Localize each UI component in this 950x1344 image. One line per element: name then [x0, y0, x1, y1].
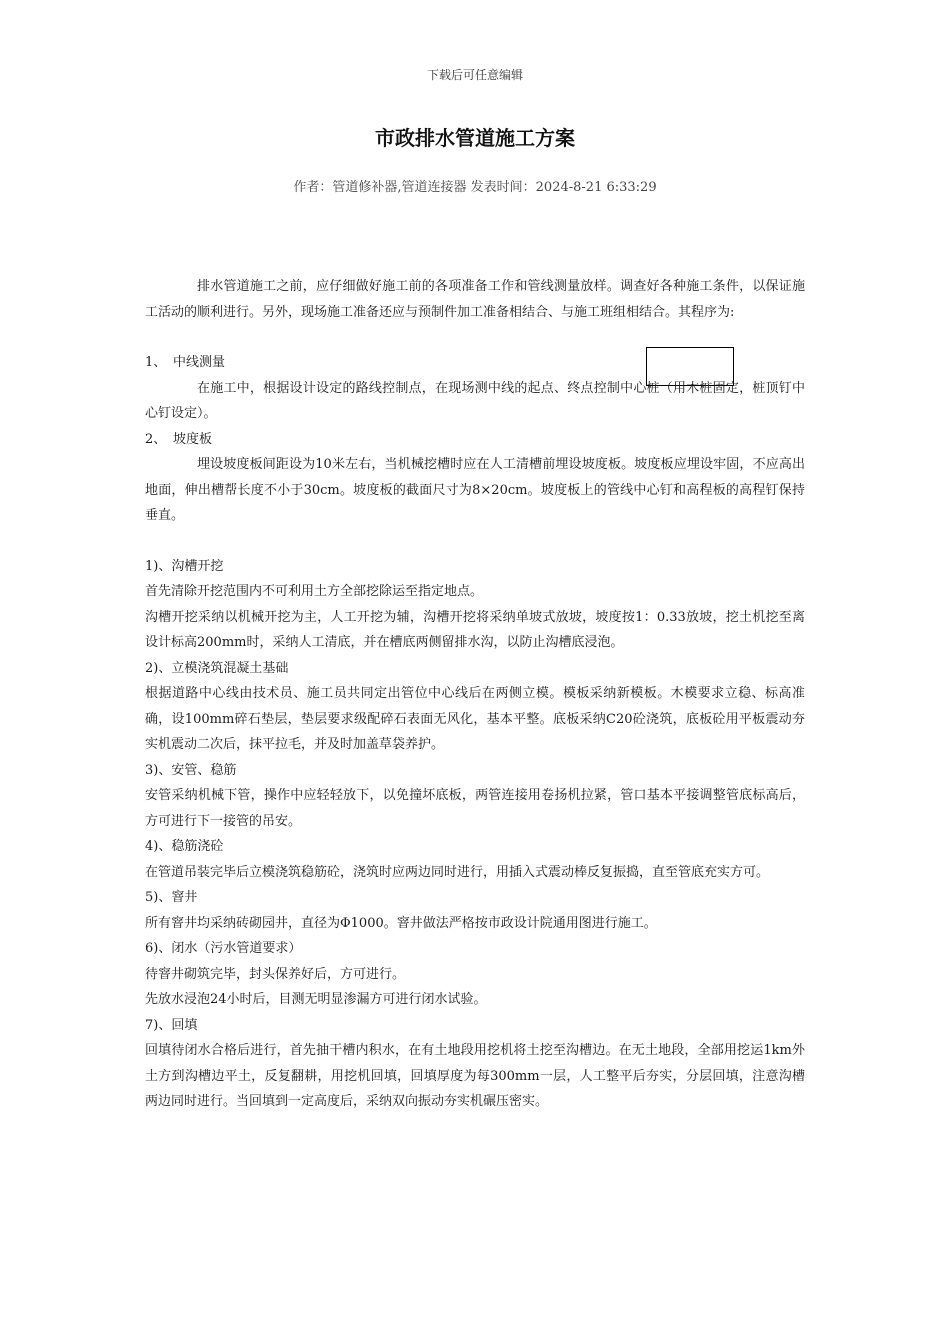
spacer [145, 325, 805, 350]
step-heading: 7)、回填 [145, 1017, 198, 1033]
document-title: 市政排水管道施工方案 [375, 126, 575, 150]
intro-paragraph: 排水管道施工之前，应仔细做好施工前的各项准备工作和管线测量放样。调查好各种施工条件，以保证施工活动的顺利进行。另外，现场施工准备还应与预制件加工准备相结合、与施工班组相结合。其程序为: [145, 279, 805, 320]
section-heading-centerline [145, 350, 805, 376]
step-paragraph: 在管道吊装完毕后立模浇筑稳筋砼，浇筑时应两边同时进行，用插入式震动棒反复振捣，直至管底充实方可。 [145, 864, 770, 880]
step-heading: 2)、立模浇筑混凝土基础 [145, 660, 289, 676]
author-byline: 作者：管道修补器,管道连接器 发表时间：2024-8-21 6:33:29 [293, 180, 657, 195]
document-body [145, 274, 805, 1115]
section-title: 中线测量 [173, 355, 226, 370]
step-paragraph: 首先清除开挖范围内不可利用土方全部挖除运至指定地点。 [145, 584, 484, 599]
step-heading: 6)、闭水（污水管道要求） [145, 941, 302, 956]
section-paragraph-slope-board: 埋设坡度板间距设为10米左右，当机械挖槽时应在人工清槽前埋设坡度板。坡度板应埋设牢固，不应高出地面，伸出槽帮长度不小于30cm。坡度板的截面尺寸为8×20cm。坡度板上的管线中心钉和高程板的高程钉保持垂直。 [145, 457, 805, 523]
section-paragraph-centerline: 在施工中，根据设计设定的路线控制点，在现场测中线的起点、终点控制中心桩（用木桩固定，桩顶钉中心钉设定）。 [145, 380, 805, 421]
step-paragraph: 回填待闭水合格后进行，首先抽干槽内积水，在有土地段用挖机将土挖至沟槽边。在无土地段，全部用挖运1km外土方到沟槽边平土，反复翻耕，用挖机回填，回填厚度为每300mm一层，人工整平后夯实，分层回填，注意沟槽两边同时进行。当回填到一定高度后，采纳双向振动夯实机碾压密实。 [145, 1043, 805, 1109]
step-heading: 1)、沟槽开挖 [145, 558, 224, 574]
step-paragraph: 沟槽开挖采纳以机械开挖为主，人工开挖为辅，沟槽开挖将采纳单坡式放坡，坡度按1：0.33放坡，挖土机挖至离设计标高200mm时，采纳人工清底，并在槽底两侧留排水沟，以防止沟槽底浸泡。 [145, 609, 805, 650]
step-paragraph: 先放水浸泡24小时后，目测无明显渗漏方可进行闭水试验。 [145, 992, 487, 1007]
section-title: 坡度板 [173, 431, 213, 447]
spacer [145, 529, 805, 554]
step-paragraph: 待窨井砌筑完毕，封头保养好后，方可进行。 [145, 966, 406, 982]
section-number: 2、 [145, 431, 167, 447]
step-paragraph: 安管采纳机械下管，操作中应轻轻放下，以免撞坏底板，两管连接用卷扬机拉紧，管口基本平接调整管底标高后，方可进行下一接管的吊安。 [145, 788, 805, 829]
step-paragraph: 所有窨井均采纳砖砌园井，直径为Φ1000。窨井做法严格按市政设计院通用图进行施工。 [145, 915, 657, 931]
section-heading-slope-board [145, 427, 805, 453]
step-paragraph: 根据道路中心线由技术员、施工员共同定出管位中心线后在两侧立模。模板采纳新模板。木模要求立稳、标高准确，设100mm碎石垫层，垫层要求级配碎石表面无风化，基本平整。底板采纳C20砼浇筑，底板砼用平板震动夯实机震动二次后，抹平拉毛，并及时加盖草袋养护。 [145, 686, 805, 752]
step-heading: 5)、窨井 [145, 890, 198, 905]
step-heading: 4)、稳筋浇砼 [145, 839, 224, 854]
header-note: 下载后可任意编辑 [426, 68, 523, 82]
section-number: 1、 [145, 355, 167, 370]
step-heading: 3)、安管、稳筋 [145, 762, 237, 778]
